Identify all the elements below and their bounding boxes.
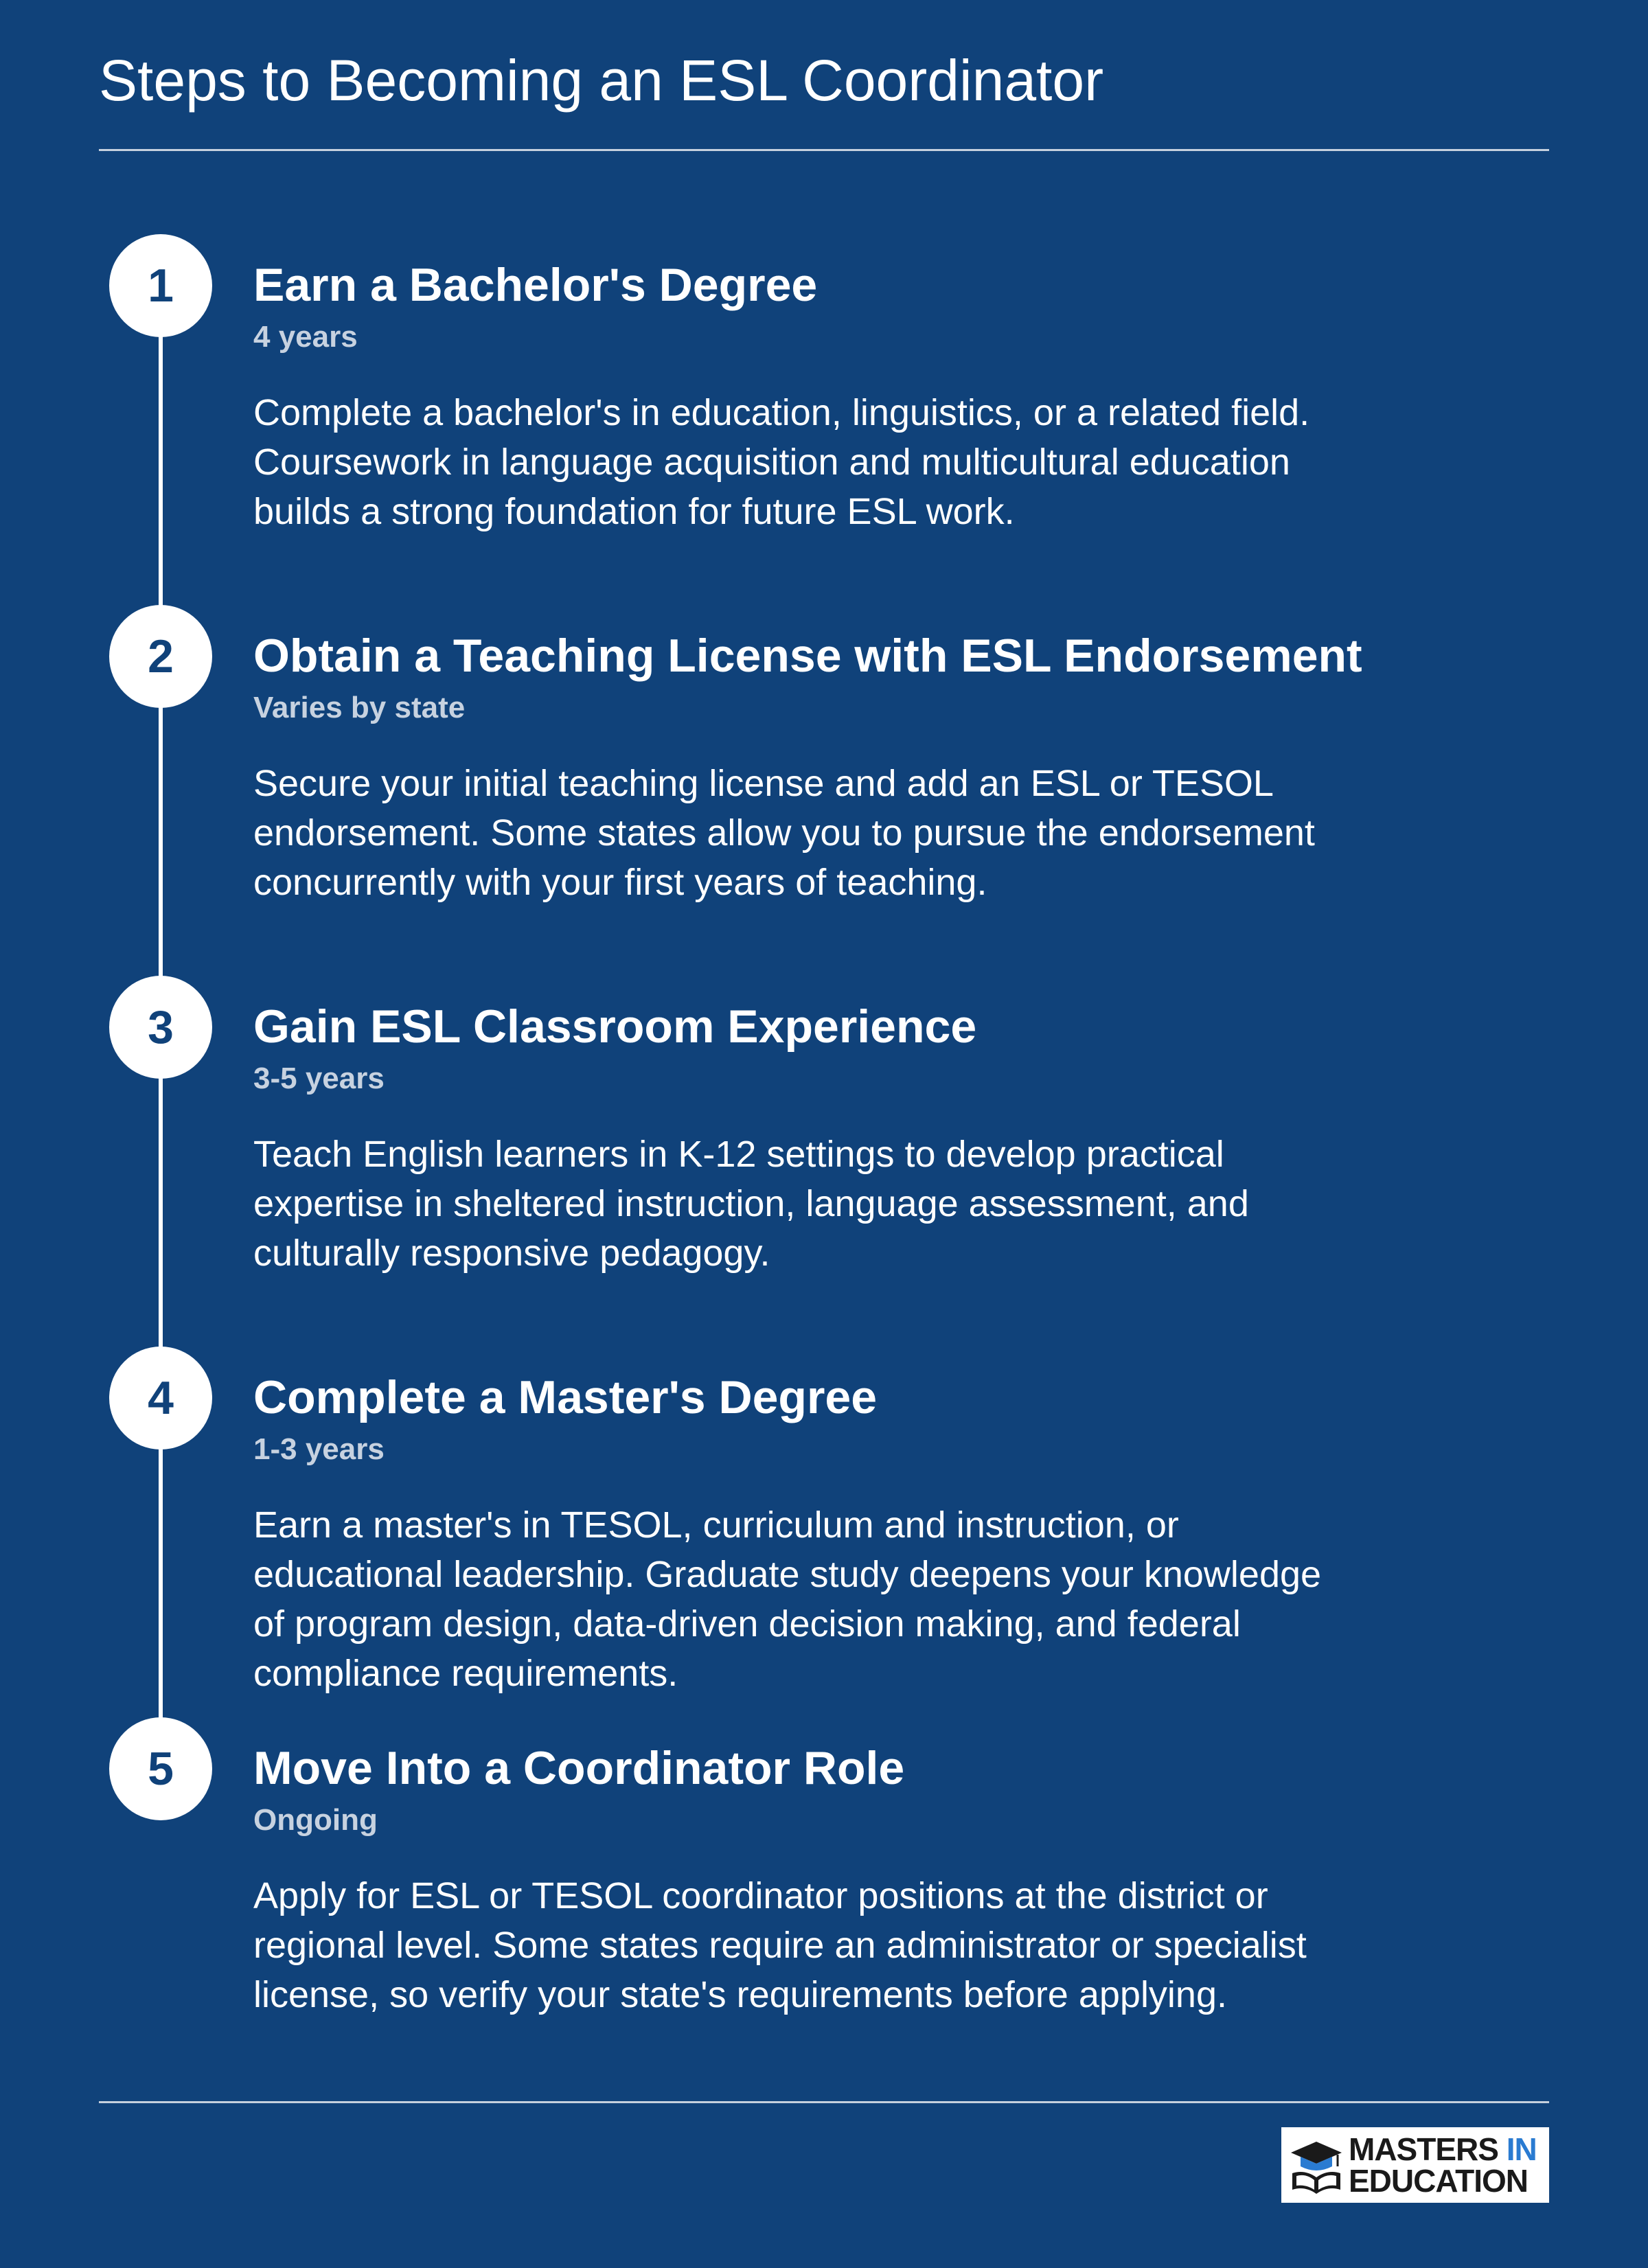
step-description: Secure your initial teaching license and add an ESL or TESOL endorsement. Some states allow you to pursue the endorsement concurrently with your first years of teaching. [253, 763, 1315, 903]
logo-wordmark [1349, 2133, 1537, 2197]
step-content [253, 605, 1531, 907]
step-duration: Varies by state [253, 691, 466, 724]
step-title: Gain ESL Classroom Experience [253, 1000, 977, 1053]
step-1 [0, 234, 1648, 605]
step-duration: 4 years [253, 320, 358, 354]
step-number-badge: 3 [109, 976, 212, 1079]
step-number-badge: 5 [109, 1717, 212, 1820]
title-divider [99, 149, 1549, 151]
footer-divider [99, 2101, 1549, 2103]
step-number-badge: 4 [109, 1347, 212, 1450]
step-number-badge: 2 [109, 605, 212, 708]
page-title: Steps to Becoming an ESL Coordinator [99, 48, 1104, 113]
step-title: Move Into a Coordinator Role [253, 1742, 905, 1794]
step-description: Earn a master's in TESOL, curriculum and instruction, or educational leadership. Graduate study deepens your knowledge of program design, data-driven decision making, and federal compliance requirements. [253, 1504, 1322, 1694]
step-2 [0, 605, 1648, 976]
step-duration: 3-5 years [253, 1062, 385, 1095]
graduation-cap-book-icon [1290, 2132, 1343, 2198]
step-number-badge: 1 [109, 234, 212, 337]
logo-word-in: IN [1506, 2131, 1537, 2167]
step-description: Complete a bachelor's in education, linguistics, or a related field. Coursework in language acquisition and multicultural education builds a strong foundation for future ESL work. [253, 392, 1310, 532]
step-title: Earn a Bachelor's Degree [253, 259, 818, 311]
step-content [253, 1347, 1531, 1698]
masters-in-education-logo [1281, 2127, 1549, 2203]
step-5 [0, 1717, 1648, 2088]
logo-line-1 [1349, 2133, 1537, 2165]
step-title: Obtain a Teaching License with ESL Endorsement [253, 630, 1362, 682]
step-content [253, 1717, 1531, 2019]
step-duration: Ongoing [253, 1803, 378, 1837]
logo-word-masters: MASTERS [1349, 2131, 1498, 2167]
step-description: Teach English learners in K-12 settings to develop practical expertise in sheltered instruction, language assessment, and culturally responsive pedagogy. [253, 1134, 1249, 1274]
logo-line-2: EDUCATION [1349, 2163, 1529, 2199]
step-4 [0, 1347, 1648, 1717]
step-duration: 1-3 years [253, 1432, 385, 1466]
logo-space [1498, 2131, 1507, 2167]
step-3 [0, 976, 1648, 1347]
step-description: Apply for ESL or TESOL coordinator positions at the district or regional level. Some states require an administrator or specialist license, so verify your state's requirements before applying. [253, 1875, 1307, 2015]
step-title: Complete a Master's Degree [253, 1371, 878, 1423]
step-content [253, 976, 1531, 1278]
step-content [253, 234, 1531, 536]
